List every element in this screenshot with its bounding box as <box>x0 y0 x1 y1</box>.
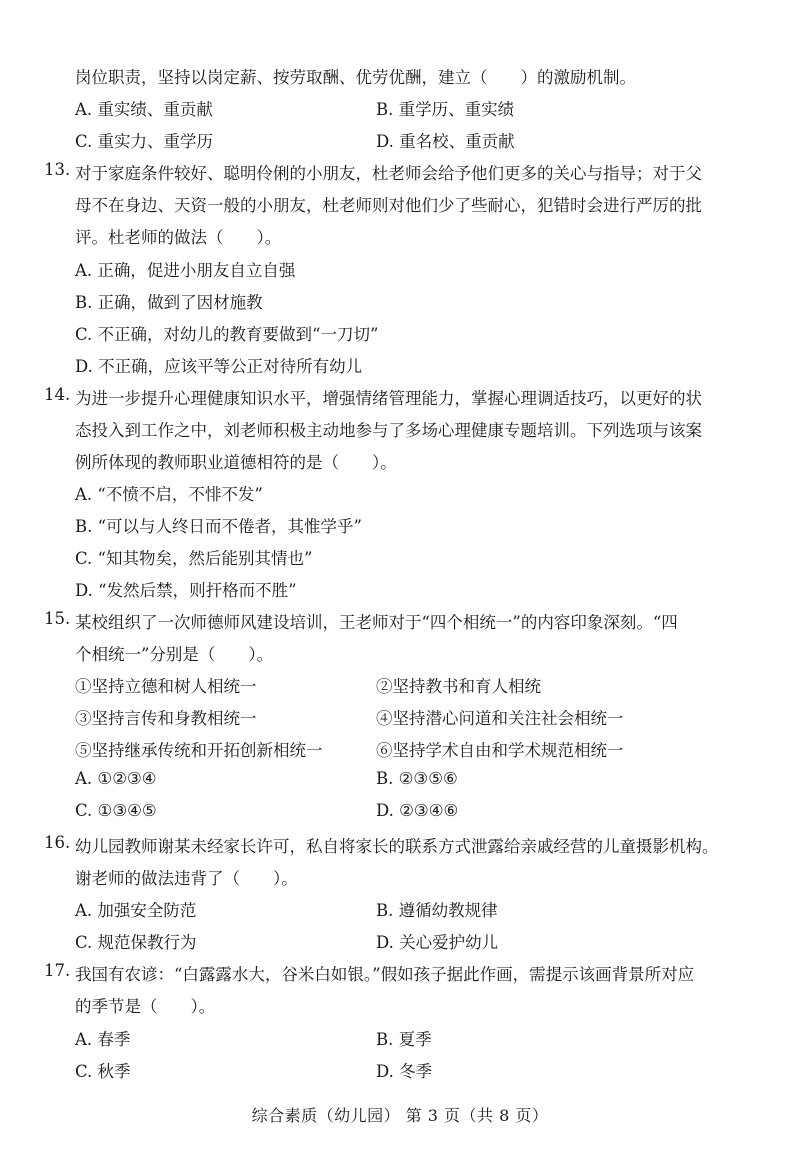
q12-option-a: A. 重实绩、重贡献 <box>75 100 213 119</box>
q14-option-d: D. “发然后禁，则扞格而不胜” <box>75 581 297 600</box>
q17-option-d: D. 冬季 <box>376 1062 433 1081</box>
q14-option-c: C. “知其物矣，然后能别其情也” <box>75 549 313 568</box>
q12-option-c: C. 重实力、重学历 <box>75 132 214 151</box>
q16-stem-line: 谢老师的做法违背了（ ）。 <box>75 869 298 888</box>
q15-item-2: ②坚持教书和育人相统 <box>376 677 541 696</box>
q15-stem-line: 某校组织了一次师德师风建设培训，王老师对于“四个相统一”的内容印象深刻。“四 <box>75 613 678 632</box>
q14-stem-line: 例所体现的教师职业道德相符的是（ ）。 <box>75 453 397 472</box>
q13-stem-line: 对于家庭条件较好、聪明伶俐的小朋友，杜老师会给予他们更多的关心与指导；对于父 <box>75 164 702 183</box>
q14-stem-line: 为进一步提升心理健康知识水平，增强情绪管理能力，掌握心理调适技巧，以更好的状 <box>75 389 702 408</box>
q15-item-6: ⑥坚持学术自由和学术规范相统一 <box>376 741 624 760</box>
q14-stem-line: 态投入到工作之中，刘老师积极主动地参与了多场心理健康专题培训。下列选项与该案 <box>75 421 702 440</box>
q17-option-b: B. 夏季 <box>376 1030 432 1049</box>
q15-item-1: ①坚持立德和树人相统一 <box>75 677 257 696</box>
q15-option-d: D. ②③④⑥ <box>376 801 459 820</box>
q15-item-3: ③坚持言传和身教相统一 <box>75 709 257 728</box>
q13-stem-line: 评。杜老师的做法（ ）。 <box>75 228 282 247</box>
q17-option-c: C. 秋季 <box>75 1062 131 1081</box>
q17-stem-line: 我国有农谚：“白露露水大，谷米白如银。”假如孩子据此作画，需提示该画背景所对应 <box>75 965 695 984</box>
q13-option-c: C. 不正确，对幼儿的教育要做到“一刀切” <box>75 325 379 344</box>
q14-option-b: B. “可以与人终日而不倦者，其惟学乎” <box>75 517 362 536</box>
q16-stem-line: 幼儿园教师谢某未经家长许可，私自将家长的联系方式泄露给亲戚经营的儿童摄影机构。 <box>75 837 719 856</box>
q13-option-a: A. 正确，促进小朋友自立自强 <box>75 261 296 280</box>
q15-item-5: ⑤坚持继承传统和开拓创新相统一 <box>75 741 323 760</box>
q13-option-b: B. 正确，做到了因材施教 <box>75 293 263 312</box>
q17-option-a: A. 春季 <box>75 1030 131 1049</box>
q13-option-d: D. 不正确，应该平等公正对待所有幼儿 <box>75 357 363 376</box>
page-footer: 综合素质（幼儿园） 第 3 页（共 8 页） <box>251 1106 549 1125</box>
q15-number: 15. <box>44 609 71 628</box>
q14-number: 14. <box>44 385 71 404</box>
q12-option-b: B. 重学历、重实绩 <box>376 100 515 119</box>
q17-number: 17. <box>44 961 71 980</box>
q17-stem-line: 的季节是（ ）。 <box>75 997 216 1016</box>
q13-stem-line: 母不在身边、天资一般的小朋友，杜老师则对他们少了些耐心，犯错时会进行严厉的批 <box>75 196 702 215</box>
q13-number: 13. <box>44 160 71 179</box>
q16-number: 16. <box>44 833 71 852</box>
q15-option-c: C. ①③④⑤ <box>75 801 157 820</box>
q15-option-b: B. ②③⑤⑥ <box>376 769 458 788</box>
q12-stem-tail: 岗位职责，坚持以岗定薪、按劳取酬、优劳优酬，建立（ ）的激励机制。 <box>75 68 636 87</box>
q14-option-a: A. “不愤不启，不悱不发” <box>75 485 263 504</box>
q12-option-d: D. 重名校、重贡献 <box>376 132 515 151</box>
q16-option-b: B. 遵循幼教规律 <box>376 901 498 920</box>
q16-option-d: D. 关心爱护幼儿 <box>376 933 499 952</box>
q16-option-c: C. 规范保教行为 <box>75 933 197 952</box>
q15-option-a: A. ①②③④ <box>75 769 157 788</box>
q16-option-a: A. 加强安全防范 <box>75 901 197 920</box>
q15-item-4: ④坚持潜心问道和关注社会相统一 <box>376 709 624 728</box>
q15-stem-line: 个相统一”分别是（ ）。 <box>75 645 274 664</box>
